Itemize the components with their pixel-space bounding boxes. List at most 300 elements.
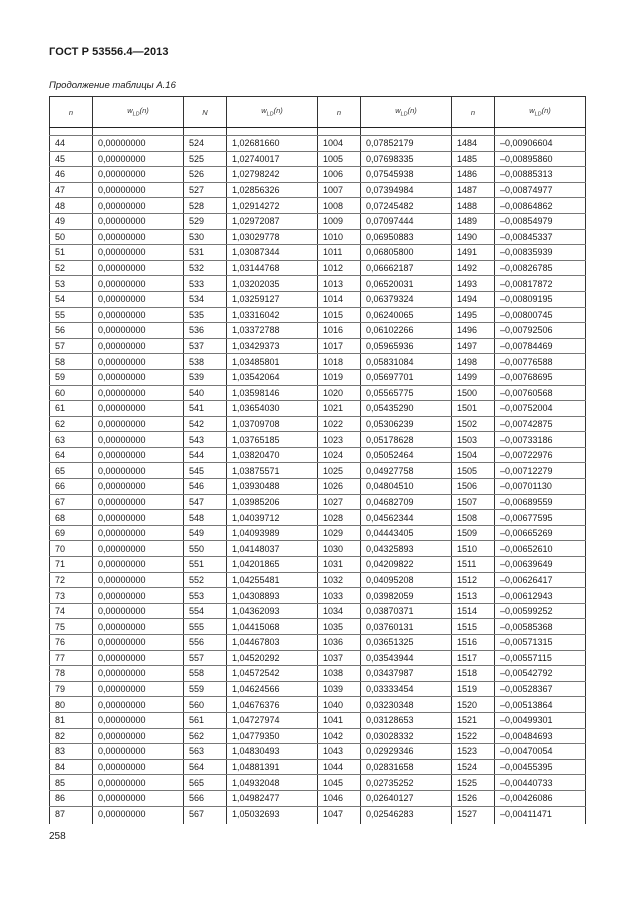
table-row (50, 291, 586, 307)
table-cell: –0,00571315 (495, 635, 586, 651)
table-cell: 547 (184, 494, 227, 510)
table-cell: –0,00752004 (495, 401, 586, 417)
table-row (50, 432, 586, 448)
table-cell: 0,05306239 (361, 416, 452, 432)
table-cell: 0,00000000 (93, 354, 184, 370)
table-cell: 1,03875571 (227, 463, 318, 479)
table-cell: 530 (184, 229, 227, 245)
table-cell: 1526 (452, 790, 495, 806)
table-cell: 540 (184, 385, 227, 401)
table-cell: 60 (50, 385, 93, 401)
table-cell: 524 (184, 136, 227, 152)
table-row (50, 728, 586, 744)
table-cell: 62 (50, 416, 93, 432)
table-cell: 0,05831084 (361, 354, 452, 370)
table-row (50, 666, 586, 682)
table-row (50, 167, 586, 183)
table-cell: 1,03709708 (227, 416, 318, 432)
table-cell: 542 (184, 416, 227, 432)
table-cell: 1497 (452, 338, 495, 354)
table-cell: 0,00000000 (93, 510, 184, 526)
table-cell: 1037 (318, 650, 361, 666)
table-cell: 0,03870371 (361, 603, 452, 619)
table-cell: 0,00000000 (93, 276, 184, 292)
table-cell: –0,00440733 (495, 775, 586, 791)
table-cell: 1026 (318, 479, 361, 495)
table-cell: 1040 (318, 697, 361, 713)
table-cell: 525 (184, 151, 227, 167)
table-cell: –0,00639649 (495, 557, 586, 573)
table-cell: 1,02681660 (227, 136, 318, 152)
table-row (50, 525, 586, 541)
table-cell: 1041 (318, 712, 361, 728)
table-cell: 1494 (452, 291, 495, 307)
table-cell: 1038 (318, 666, 361, 682)
table-cell: 0,06102266 (361, 323, 452, 339)
table-cell: 1018 (318, 354, 361, 370)
table-cell: 526 (184, 167, 227, 183)
table-cell: 0,00000000 (93, 650, 184, 666)
table-cell: 1010 (318, 229, 361, 245)
table-cell: 0,04682709 (361, 494, 452, 510)
column-header-symbol: n (336, 107, 342, 117)
table-cell: 0,04209822 (361, 557, 452, 573)
table-cell: 0,00000000 (93, 198, 184, 214)
table-cell: 1515 (452, 619, 495, 635)
table-cell: 1036 (318, 635, 361, 651)
table-cell: 82 (50, 728, 93, 744)
table-cell: 1027 (318, 494, 361, 510)
table-row (50, 136, 586, 152)
table-row (50, 541, 586, 557)
table-row (50, 416, 586, 432)
table-row (50, 447, 586, 463)
table-cell: –0,00800745 (495, 307, 586, 323)
table-cell: 61 (50, 401, 93, 417)
table-cell: 1042 (318, 728, 361, 744)
table-cell: 555 (184, 619, 227, 635)
table-cell: 54 (50, 291, 93, 307)
table-cell: 1518 (452, 666, 495, 682)
table-cell: 0,00000000 (93, 635, 184, 651)
table-cell: 0,00000000 (93, 307, 184, 323)
table-cell: 1,04467803 (227, 635, 318, 651)
table-cell: 567 (184, 806, 227, 824)
table-row (50, 260, 586, 276)
table-cell: 1,03259127 (227, 291, 318, 307)
table-cell: 1023 (318, 432, 361, 448)
table-cell: 83 (50, 744, 93, 760)
table-cell: 0,00000000 (93, 229, 184, 245)
table-cell: –0,00874977 (495, 182, 586, 198)
table-cell: 1,02972087 (227, 213, 318, 229)
table-cell: 0,00000000 (93, 588, 184, 604)
table-cell: 75 (50, 619, 93, 635)
table-cell: 0,05697701 (361, 369, 452, 385)
column-header-argument: (n) (273, 106, 283, 116)
table-cell: 1,03765185 (227, 432, 318, 448)
table-cell: 52 (50, 260, 93, 276)
table-cell: 53 (50, 276, 93, 292)
table-row (50, 245, 586, 261)
table-header-row (50, 97, 586, 128)
table-cell: 1004 (318, 136, 361, 152)
table-row (50, 151, 586, 167)
table-cell: 58 (50, 354, 93, 370)
table-cell: 50 (50, 229, 93, 245)
column-header-4 (318, 97, 361, 128)
table-cell: 536 (184, 323, 227, 339)
table-cell: –0,00499301 (495, 712, 586, 728)
table-cell: 1484 (452, 136, 495, 152)
table-cell: 1503 (452, 432, 495, 448)
table-cell: 0,00000000 (93, 806, 184, 824)
table-cell: 1,04624566 (227, 681, 318, 697)
table-row (50, 338, 586, 354)
table-cell: 0,00000000 (93, 494, 184, 510)
table-cell: 0,04562344 (361, 510, 452, 526)
table-spacer-cell (495, 128, 586, 136)
table-cell: 44 (50, 136, 93, 152)
table-cell: 0,00000000 (93, 338, 184, 354)
column-header-symbol: w (395, 106, 401, 116)
table-cell: 46 (50, 167, 93, 183)
table-row (50, 759, 586, 775)
table-row (50, 712, 586, 728)
table-cell: 1,02740017 (227, 151, 318, 167)
table-cell: –0,00411471 (495, 806, 586, 824)
table-cell: 77 (50, 650, 93, 666)
table-row (50, 276, 586, 292)
table-cell: –0,00513864 (495, 697, 586, 713)
table-cell: –0,00854979 (495, 213, 586, 229)
table-cell: 74 (50, 603, 93, 619)
table-cell: 1012 (318, 260, 361, 276)
table-row (50, 510, 586, 526)
table-cell: –0,00677595 (495, 510, 586, 526)
table-cell: 1510 (452, 541, 495, 557)
table-cell: 1,03144768 (227, 260, 318, 276)
table-row (50, 323, 586, 339)
table-cell: 562 (184, 728, 227, 744)
table-cell: 0,05178628 (361, 432, 452, 448)
table-cell: –0,00585368 (495, 619, 586, 635)
table-cell: 1,03202035 (227, 276, 318, 292)
table-row (50, 650, 586, 666)
table-cell: 85 (50, 775, 93, 791)
table-cell: 0,00000000 (93, 525, 184, 541)
table-cell: 1,02798242 (227, 167, 318, 183)
table-row (50, 401, 586, 417)
coefficient-table (49, 96, 586, 824)
table-cell: 546 (184, 479, 227, 495)
table-cell: –0,00864862 (495, 198, 586, 214)
table-cell: 1031 (318, 557, 361, 573)
table-cell: 81 (50, 712, 93, 728)
table-cell: 1,04779350 (227, 728, 318, 744)
column-header-symbol: n (68, 107, 74, 117)
table-cell: 1021 (318, 401, 361, 417)
table-row (50, 198, 586, 214)
table-cell: 0,02735252 (361, 775, 452, 791)
table-row (50, 229, 586, 245)
table-cell: 0,04443405 (361, 525, 452, 541)
table-cell: 1,05032693 (227, 806, 318, 824)
table-cell: 1019 (318, 369, 361, 385)
table-cell: 0,04325893 (361, 541, 452, 557)
table-row (50, 681, 586, 697)
table-cell: 1520 (452, 697, 495, 713)
column-header-argument: (n) (541, 106, 551, 116)
table-cell: 0,07545938 (361, 167, 452, 183)
table-cell: 0,02831658 (361, 759, 452, 775)
table-cell: 1527 (452, 806, 495, 824)
table-cell: 549 (184, 525, 227, 541)
table-cell: 0,05965936 (361, 338, 452, 354)
table-spacer-row (50, 128, 586, 136)
table-cell: 0,00000000 (93, 572, 184, 588)
table-cell: 1,03542064 (227, 369, 318, 385)
table-cell: 48 (50, 198, 93, 214)
table-cell: 0,04804510 (361, 479, 452, 495)
table-cell: 1525 (452, 775, 495, 791)
table-cell: 543 (184, 432, 227, 448)
table-cell: 1514 (452, 603, 495, 619)
column-header-symbol: w (529, 106, 535, 116)
table-cell: 68 (50, 510, 93, 526)
table-row (50, 369, 586, 385)
table-cell: 548 (184, 510, 227, 526)
table-spacer-cell (227, 128, 318, 136)
table-cell: 1,02914272 (227, 198, 318, 214)
table-cell: 558 (184, 666, 227, 682)
table-cell: 1047 (318, 806, 361, 824)
table-cell: 0,00000000 (93, 557, 184, 573)
table-cell: 1513 (452, 588, 495, 604)
table-cell: –0,00626417 (495, 572, 586, 588)
table-cell: 0,00000000 (93, 245, 184, 261)
table-row (50, 806, 586, 824)
column-header-7 (495, 97, 586, 128)
coefficient-table-container (49, 96, 582, 824)
table-row (50, 744, 586, 760)
column-header-symbol: N (202, 107, 208, 117)
table-cell: 0,04927758 (361, 463, 452, 479)
table-cell: 1044 (318, 759, 361, 775)
column-header-argument: (n) (139, 106, 149, 116)
table-cell: 0,07245482 (361, 198, 452, 214)
table-cell: –0,00885313 (495, 167, 586, 183)
table-cell: –0,00817872 (495, 276, 586, 292)
table-cell: 1015 (318, 307, 361, 323)
table-cell: 1,02856326 (227, 182, 318, 198)
table-cell: 1496 (452, 323, 495, 339)
table-cell: –0,00484693 (495, 728, 586, 744)
table-cell: 0,00000000 (93, 681, 184, 697)
table-cell: 553 (184, 588, 227, 604)
table-cell: 1,04520292 (227, 650, 318, 666)
table-cell: 69 (50, 525, 93, 541)
table-cell: 0,00000000 (93, 291, 184, 307)
table-cell: 57 (50, 338, 93, 354)
table-cell: 65 (50, 463, 93, 479)
table-cell: 1022 (318, 416, 361, 432)
table-cell: 0,00000000 (93, 167, 184, 183)
table-cell: 0,06950883 (361, 229, 452, 245)
table-row (50, 790, 586, 806)
table-cell: 1020 (318, 385, 361, 401)
table-cell: 0,00000000 (93, 619, 184, 635)
table-cell: –0,00792506 (495, 323, 586, 339)
table-cell: 1516 (452, 635, 495, 651)
table-spacer-cell (184, 128, 227, 136)
table-cell: 0,00000000 (93, 541, 184, 557)
table-cell: 86 (50, 790, 93, 806)
table-cell: 0,00000000 (93, 759, 184, 775)
table-cell: 66 (50, 479, 93, 495)
table-cell: 1,03820470 (227, 447, 318, 463)
table-cell: 1511 (452, 557, 495, 573)
table-cell: 0,04095208 (361, 572, 452, 588)
table-cell: 1,03598146 (227, 385, 318, 401)
table-cell: 56 (50, 323, 93, 339)
table-cell: 0,00000000 (93, 744, 184, 760)
column-header-subscript: LD (534, 111, 542, 118)
column-header-5 (361, 97, 452, 128)
table-cell: 529 (184, 213, 227, 229)
table-cell: 561 (184, 712, 227, 728)
table-spacer-cell (93, 128, 184, 136)
table-cell: 0,02929346 (361, 744, 452, 760)
table-cell: 0,00000000 (93, 136, 184, 152)
table-cell: 0,02546283 (361, 806, 452, 824)
table-cell: 1030 (318, 541, 361, 557)
table-cell: 0,03543944 (361, 650, 452, 666)
table-cell: 0,03982059 (361, 588, 452, 604)
table-cell: –0,00470054 (495, 744, 586, 760)
column-header-0 (50, 97, 93, 128)
table-caption: Продолжение таблицы А.16 (49, 80, 176, 91)
table-cell: –0,00906604 (495, 136, 586, 152)
table-cell: 1046 (318, 790, 361, 806)
table-cell: 59 (50, 369, 93, 385)
table-cell: 1517 (452, 650, 495, 666)
table-cell: –0,00742875 (495, 416, 586, 432)
table-cell: 1507 (452, 494, 495, 510)
table-cell: 1,04982477 (227, 790, 318, 806)
table-cell: 1523 (452, 744, 495, 760)
table-cell: 1,04148037 (227, 541, 318, 557)
column-header-2 (184, 97, 227, 128)
table-cell: 0,00000000 (93, 323, 184, 339)
column-header-subscript: LD (132, 111, 140, 118)
column-header-6 (452, 97, 495, 128)
table-cell: 559 (184, 681, 227, 697)
table-cell: 545 (184, 463, 227, 479)
table-cell: 1,04362093 (227, 603, 318, 619)
table-row (50, 463, 586, 479)
table-cell: 1,04308893 (227, 588, 318, 604)
table-cell: –0,00599252 (495, 603, 586, 619)
table-cell: –0,00845337 (495, 229, 586, 245)
table-cell: 1521 (452, 712, 495, 728)
table-cell: 1039 (318, 681, 361, 697)
table-cell: 1006 (318, 167, 361, 183)
table-cell: 0,00000000 (93, 666, 184, 682)
table-cell: 0,03437987 (361, 666, 452, 682)
table-cell: 554 (184, 603, 227, 619)
table-cell: –0,00895860 (495, 151, 586, 167)
column-header-symbol: w (261, 106, 267, 116)
table-cell: 51 (50, 245, 93, 261)
table-cell: 1,04676376 (227, 697, 318, 713)
table-cell: 0,00000000 (93, 416, 184, 432)
table-cell: 1,03930488 (227, 479, 318, 495)
table-cell: 1014 (318, 291, 361, 307)
column-header-3 (227, 97, 318, 128)
table-cell: 535 (184, 307, 227, 323)
table-cell: 79 (50, 681, 93, 697)
table-cell: 1,04039712 (227, 510, 318, 526)
table-cell: 1489 (452, 213, 495, 229)
table-cell: 70 (50, 541, 93, 557)
table-cell: 1506 (452, 479, 495, 495)
table-cell: 1501 (452, 401, 495, 417)
table-spacer-cell (361, 128, 452, 136)
table-cell: –0,00733186 (495, 432, 586, 448)
table-cell: 1491 (452, 245, 495, 261)
table-cell: 0,00000000 (93, 728, 184, 744)
document-header: ГОСТ Р 53556.4—2013 (49, 46, 169, 58)
table-cell: –0,00652610 (495, 541, 586, 557)
table-cell: 1045 (318, 775, 361, 791)
table-cell: 0,05565775 (361, 385, 452, 401)
table-cell: 0,06805800 (361, 245, 452, 261)
table-row (50, 697, 586, 713)
table-cell: 0,00000000 (93, 479, 184, 495)
table-cell: –0,00542792 (495, 666, 586, 682)
column-header-subscript: LD (266, 111, 274, 118)
table-cell: 0,00000000 (93, 385, 184, 401)
table-cell: 1500 (452, 385, 495, 401)
table-cell: 1,04093989 (227, 525, 318, 541)
table-row (50, 557, 586, 573)
table-cell: 55 (50, 307, 93, 323)
table-cell: 0,07097444 (361, 213, 452, 229)
table-cell: 87 (50, 806, 93, 824)
table-cell: 0,00000000 (93, 260, 184, 276)
table-cell: 537 (184, 338, 227, 354)
table-cell: 47 (50, 182, 93, 198)
table-cell: 1509 (452, 525, 495, 541)
table-cell: 0,06240065 (361, 307, 452, 323)
table-cell: 1,04201865 (227, 557, 318, 573)
table-body (50, 128, 586, 824)
table-row (50, 494, 586, 510)
table-row (50, 213, 586, 229)
table-cell: 0,02640127 (361, 790, 452, 806)
table-cell: 1035 (318, 619, 361, 635)
table-row (50, 635, 586, 651)
table-cell: 551 (184, 557, 227, 573)
table-cell: 1029 (318, 525, 361, 541)
table-cell: –0,00835939 (495, 245, 586, 261)
table-cell: 0,00000000 (93, 432, 184, 448)
table-cell: –0,00528367 (495, 681, 586, 697)
table-cell: 0,03128653 (361, 712, 452, 728)
table-cell: 64 (50, 447, 93, 463)
table-cell: 1524 (452, 759, 495, 775)
